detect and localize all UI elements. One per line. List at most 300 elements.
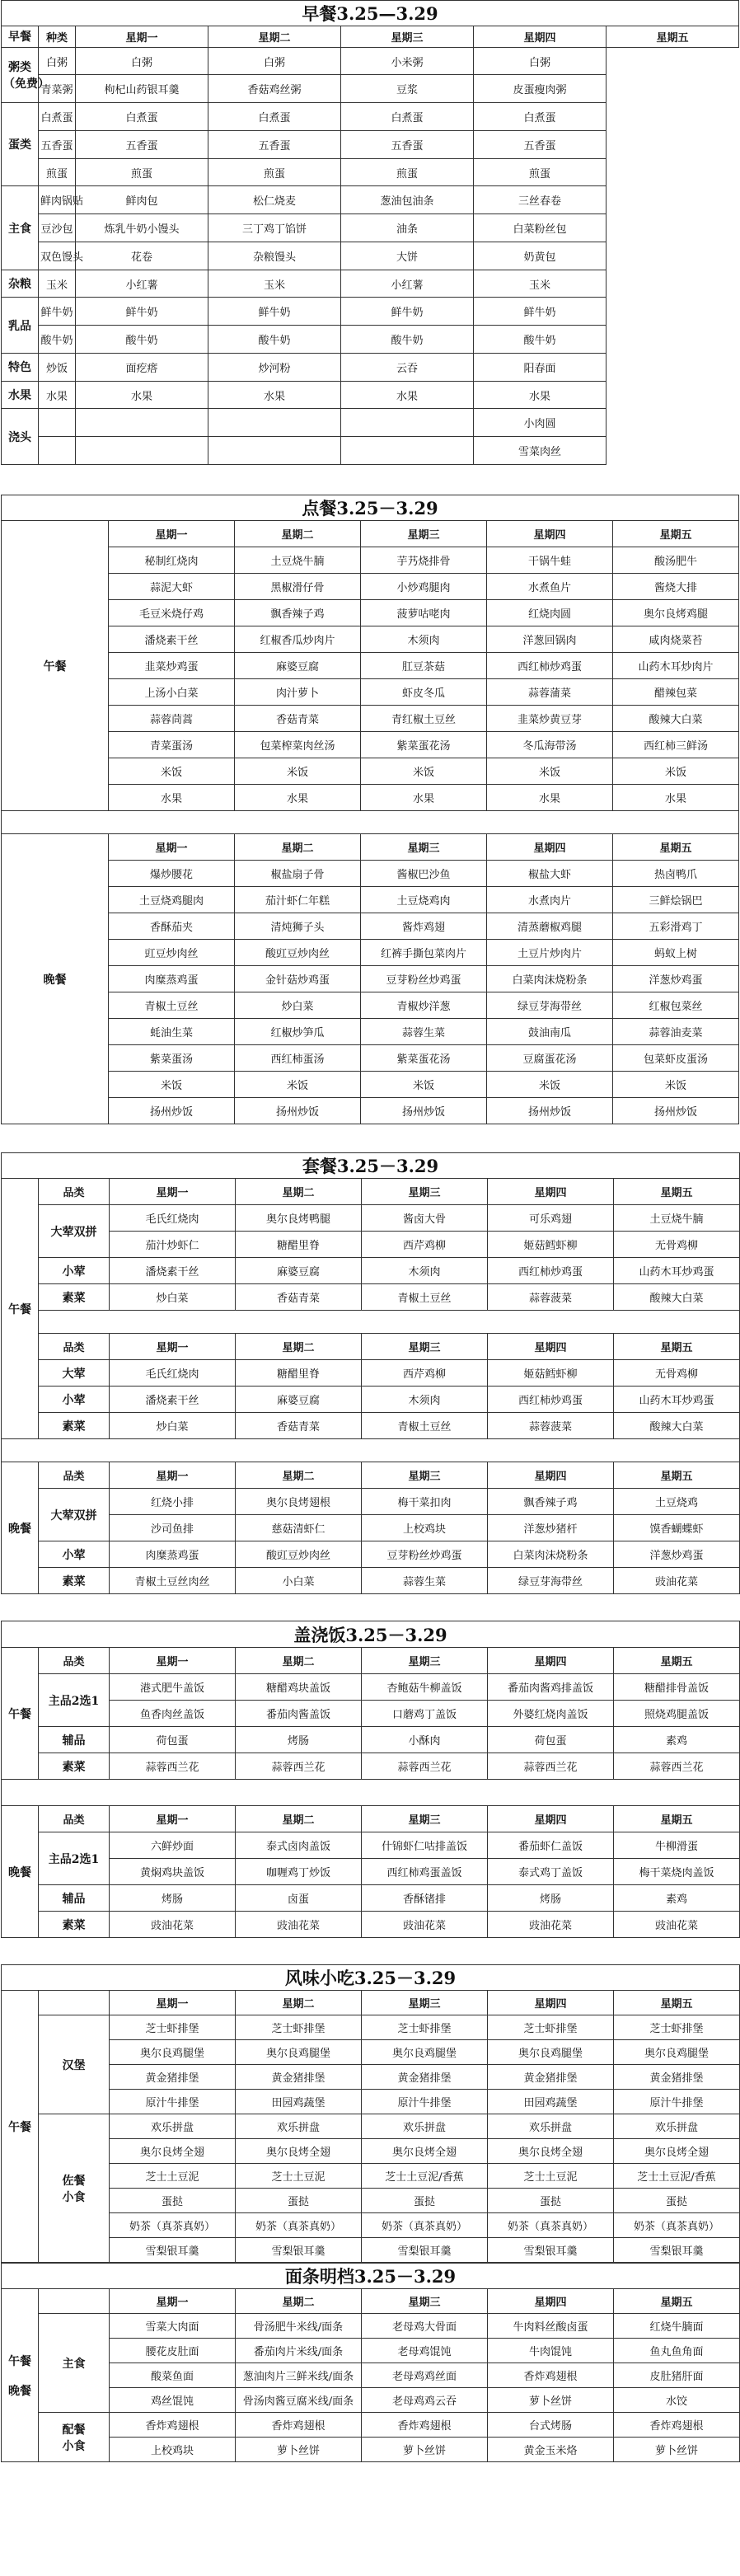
category-label: 大荤双拼 [39,1205,110,1258]
menu-cell: 炒白菜 [235,992,361,1019]
section-title: 面条明档3.25－3.29 [2,2264,740,2289]
category-label: 汉堡 [39,2015,110,2114]
menu-cell: 雪梨银耳羹 [488,2238,614,2263]
category-label: 主品2选1 [39,1674,110,1727]
menu-cell: 干锅牛蛙 [487,547,613,574]
menu-cell: 香炸鸡翅根 [110,2413,236,2438]
menu-cell: 酱卤大骨 [362,1205,488,1232]
menu-cell: 木须肉 [362,1387,488,1413]
menu-cell: 黄金猪排堡 [488,2065,614,2090]
menu-row [2,1885,740,1912]
menu-cell: 梅干菜扣肉 [362,1489,488,1515]
category-label: 大荤双拼 [39,1489,110,1541]
day-header: 星期三 [361,834,487,861]
day-header: 星期四 [488,1648,614,1674]
menu-cell: 青椒土豆丝 [109,992,235,1019]
menu-cell: 煎蛋 [208,158,341,186]
menu-row [2,547,739,574]
menu-row [2,2065,740,2090]
menu-cell: 阳春面 [474,353,607,381]
menu-cell: 萝卜丝饼 [362,2438,488,2462]
menu-cell: 面疙瘩 [76,353,208,381]
menu-cell: 扬州炒饭 [613,1098,739,1124]
menu-row [2,1859,740,1885]
menu-cell: 玉米 [474,270,607,298]
menu-cell: 水果 [39,381,76,409]
menu-cell: 扬州炒饭 [361,1098,487,1124]
menu-cell: 奥尔良鸡腿堡 [110,2040,236,2065]
menu-cell: 芝士土豆泥/香蕉 [362,2164,488,2189]
menu-cell: 麻婆豆腐 [236,1387,362,1413]
menu-cell: 蛋挞 [236,2189,362,2213]
menu-row [2,1205,740,1232]
menu-cell: 雪菜大肉面 [110,2314,236,2339]
menu-cell: 酸汤肥牛 [613,547,739,574]
menu-cell: 油条 [341,214,474,242]
menu-cell: 香炸鸡翅根 [614,2413,740,2438]
menu-cell: 奥尔良烤全翅 [362,2139,488,2164]
menu-row [2,2189,740,2213]
menu-cell: 白粥 [474,47,607,75]
menu-cell: 红烧肉圆 [487,600,613,626]
menu-row [2,158,739,186]
category-header: 品类 [39,1179,110,1205]
menu-row [2,2015,740,2040]
meal-label: 午餐 晚餐 [2,2289,39,2462]
menu-row [2,626,739,653]
meal-label: 早餐 [2,26,39,48]
category-label: 佐餐 小食 [39,2114,110,2263]
day-header: 星期三 [362,1334,488,1360]
menu-row [2,47,739,75]
menu-row [2,130,739,158]
menu-cell: 杂粮馒头 [208,242,341,270]
category-label: 素菜 [39,1912,110,1938]
day-header: 星期二 [236,1179,362,1205]
menu-cell: 白粥 [76,47,208,75]
menu-cell: 无骨鸡柳 [614,1232,740,1258]
menu-cell: 蒜蓉油麦菜 [613,1019,739,1045]
day-header: 星期一 [110,1648,236,1674]
spacer-row [2,1439,740,1462]
menu-cell: 米饭 [361,758,487,785]
menu-cell: 香酥锗排 [362,1885,488,1912]
menu-cell: 糖醋里脊 [236,1232,362,1258]
menu-cell: 黄金猪排堡 [362,2065,488,2090]
menu-cell: 雪梨银耳羹 [362,2238,488,2263]
menu-cell: 欢乐拼盘 [236,2114,362,2139]
category-header: 品类 [39,1462,110,1489]
menu-cell [39,409,76,437]
menu-cell: 白菜肉沫烧粉条 [487,966,613,992]
menu-cell: 毛氏红烧肉 [110,1360,236,1387]
menu-cell: 酸牛奶 [474,326,607,354]
menu-cell: 西红柿炒鸡蛋 [488,1258,614,1284]
menu-row [2,1541,740,1568]
menu-cell: 扬州炒饭 [235,1098,361,1124]
menu-row [2,574,739,600]
menu-cell: 无骨鸡柳 [614,1360,740,1387]
category-label: 杂粮 [2,270,39,298]
menu-cell: 米饭 [109,758,235,785]
menu-cell: 黄金猪排堡 [236,2065,362,2090]
menu-cell: 上校鸡块 [110,2438,236,2462]
menu-cell: 小米粥 [341,47,474,75]
menu-cell [208,437,341,465]
menu-cell: 卤蛋 [236,1885,362,1912]
menu-cell: 蚝油生菜 [109,1019,235,1045]
day-header: 星期一 [109,521,235,547]
menu-cell: 醋辣包菜 [613,679,739,706]
day-header: 星期五 [613,834,739,861]
menu-cell: 香炸鸡翅根 [236,2413,362,2438]
menu-cell: 木须肉 [362,1258,488,1284]
day-header: 星期一 [109,834,235,861]
menu-cell: 青菜蛋汤 [109,732,235,758]
meal-label: 晚餐 [2,1806,39,1938]
menu-cell: 潘烧素干丝 [110,1258,236,1284]
menu-cell: 原汁牛排堡 [614,2090,740,2114]
menu-cell: 萝卜丝饼 [614,2438,740,2462]
day-header: 星期一 [110,1179,236,1205]
menu-cell: 六鲜炒面 [110,1832,236,1859]
menu-cell: 黄金猪排堡 [614,2065,740,2090]
menu-cell: 红椒香瓜炒肉片 [235,626,361,653]
menu-cell: 米饭 [235,1072,361,1098]
menu-row [2,1912,740,1938]
menu-cell: 奥尔良鸡腿堡 [236,2040,362,2065]
category-header: 品类 [39,1806,110,1832]
menu-cell: 番茄虾仁盖饭 [488,1832,614,1859]
menu-cell: 水果 [235,785,361,811]
menu-cell: 虾皮冬瓜 [361,679,487,706]
menu-row [2,887,739,913]
menu-cell: 小红薯 [341,270,474,298]
menu-cell: 扬州炒饭 [109,1098,235,1124]
menu-cell: 青红椒土豆丝 [361,706,487,732]
category-label: 主食 [2,186,39,270]
day-header: 星期四 [488,2289,614,2314]
menu-cell: 老母鸡大骨面 [362,2314,488,2339]
day-header: 星期五 [614,1648,740,1674]
category-label: 粥类 （免费） [2,47,39,103]
menu-row [2,437,739,465]
menu-cell: 酸辣大白菜 [614,1284,740,1311]
menu-cell: 香菇青菜 [235,706,361,732]
category-label: 小荤 [39,1387,110,1413]
menu-cell: 韭菜炒鸡蛋 [109,653,235,679]
day-header: 星期二 [208,26,341,48]
category-label: 小荤 [39,1541,110,1568]
lunch-block [2,521,739,811]
menu-cell: 爆炒腰花 [109,861,235,887]
meal-label: 晚餐 [2,1462,39,1594]
menu-row [2,2238,740,2263]
menu-cell: 鱼香肉丝盖饭 [110,1701,236,1727]
menu-cell: 口蘑鸡丁盖饭 [362,1701,488,1727]
menu-cell: 雪梨银耳羹 [236,2238,362,2263]
menu-cell: 咖喱鸡丁炒饭 [236,1859,362,1885]
menu-cell: 松仁烧麦 [208,186,341,214]
menu-cell: 炒饭 [39,353,76,381]
menu-cell: 梅干菜烧肉盖饭 [614,1859,740,1885]
menu-row [2,1232,740,1258]
menu-row [2,409,739,437]
menu-row [2,75,739,103]
menu-cell: 上校鸡块 [362,1515,488,1541]
meal-label: 午餐 [2,1648,39,1780]
menu-cell: 老母鸡鸡丝面 [362,2363,488,2388]
day-header: 星期二 [236,1462,362,1489]
menu-cell: 豉油花菜 [110,1912,236,1938]
menu-cell: 烤肠 [488,1885,614,1912]
menu-cell: 大饼 [341,242,474,270]
menu-cell: 芝士土豆泥 [236,2164,362,2189]
menu-cell: 蒜蓉西兰花 [236,1753,362,1780]
menu-cell: 白煮蛋 [341,103,474,131]
menu-cell: 素鸡 [614,1885,740,1912]
menu-cell: 酸辣大白菜 [614,1413,740,1439]
menu-cell: 牛肉料丝酸卤蛋 [488,2314,614,2339]
menu-cell: 奥尔良烤鸡腿 [613,600,739,626]
menu-cell: 山药木耳炒肉片 [613,653,739,679]
menu-cell: 红烧小排 [110,1489,236,1515]
menu-row [2,2213,740,2238]
menu-cell: 麻婆豆腐 [235,653,361,679]
category-header: 种类 [39,26,76,48]
menu-cell: 小红薯 [76,270,208,298]
menu-cell: 西红柿蛋汤 [235,1045,361,1072]
menu-cell: 米饭 [109,1072,235,1098]
menu-cell: 红裤手撕包菜肉片 [361,940,487,966]
menu-row [2,298,739,326]
menu-cell: 蛋挞 [488,2189,614,2213]
menu-cell: 番茄肉酱盖饭 [236,1701,362,1727]
menu-cell: 白菜肉沫烧粉条 [488,1541,614,1568]
day-header: 星期一 [110,1991,236,2015]
menu-row [2,2438,740,2462]
menu-cell: 绿豆芽海带丝 [487,992,613,1019]
menu-cell: 红椒炒笋瓜 [235,1019,361,1045]
menu-cell [76,409,208,437]
menu-cell: 奥尔良鸡腿堡 [488,2040,614,2065]
menu-cell: 白粥 [208,47,341,75]
category-label: 特色 [2,353,39,381]
menu-cell: 欢乐拼盘 [110,2114,236,2139]
menu-cell: 金针菇炒鸡蛋 [235,966,361,992]
menu-cell: 番茄肉酱鸡排盖饭 [488,1674,614,1701]
menu-cell: 香菇青菜 [236,1413,362,1439]
menu-cell: 上汤小白菜 [109,679,235,706]
menu-cell: 米饭 [487,758,613,785]
menu-row [2,214,739,242]
menu-cell: 云吞 [341,353,474,381]
menu-cell: 酸菜鱼面 [110,2363,236,2388]
menu-cell: 芝士土豆泥 [110,2164,236,2189]
menu-cell: 豇豆炒肉丝 [109,940,235,966]
menu-cell: 芝士虾排堡 [488,2015,614,2040]
menu-cell [341,437,474,465]
menu-cell: 三鲜烩锅巴 [613,887,739,913]
category-label: 蛋类 [2,103,39,186]
menu-cell: 酸辣大白菜 [613,706,739,732]
menu-row [2,2114,740,2139]
menu-cell: 腰花皮肚面 [110,2339,236,2363]
category-label: 乳品 [2,298,39,354]
menu-cell: 欢乐拼盘 [614,2114,740,2139]
menu-cell: 荷包蛋 [488,1727,614,1753]
menu-row [2,353,739,381]
menu-cell: 泰式卤肉盖饭 [236,1832,362,1859]
day-header: 星期五 [614,1806,740,1832]
menu-cell: 五彩滑鸡丁 [613,913,739,940]
menu-cell: 水果 [474,381,607,409]
spacer-row [39,1311,740,1334]
menu-cell: 五香蛋 [341,130,474,158]
menu-cell: 青菜粥 [39,75,76,103]
spacer-row [2,811,739,834]
menu-cell: 蚂蚁上树 [613,940,739,966]
menu-cell: 酸豇豆炒肉丝 [236,1541,362,1568]
menu-cell: 蒜蓉西兰花 [362,1753,488,1780]
snack-table [1,1964,740,2263]
menu-row [2,1360,740,1387]
menu-cell: 蒜蓉西兰花 [488,1753,614,1780]
day-header: 星期一 [110,2289,236,2314]
menu-cell: 山药木耳炒鸡蛋 [614,1258,740,1284]
menu-cell: 鲜牛奶 [208,298,341,326]
menu-cell: 小白菜 [236,1568,362,1594]
menu-cell: 奥尔良烤翅根 [236,1489,362,1515]
menu-cell: 奥尔良烤全翅 [110,2139,236,2164]
menu-cell: 米饭 [235,758,361,785]
menu-cell: 麻婆豆腐 [236,1258,362,1284]
menu-row [2,1753,740,1780]
menu-cell: 水果 [341,381,474,409]
menu-cell: 豉油花菜 [614,1568,740,1594]
menu-cell [39,437,76,465]
menu-row [2,2090,740,2114]
day-header: 星期二 [236,2289,362,2314]
day-header: 星期五 [613,521,739,547]
day-header: 星期二 [235,521,361,547]
day-header: 星期四 [487,521,613,547]
day-header: 星期三 [362,1179,488,1205]
menu-cell: 骨汤肉酱豆腐米线/面条 [236,2388,362,2413]
menu-cell: 清蒸蘑椒鸡腿 [487,913,613,940]
menu-cell: 肉糜蒸鸡蛋 [110,1541,236,1568]
menu-cell: 皮肚猪肝面 [614,2363,740,2388]
menu-cell: 蛋挞 [362,2189,488,2213]
menu-cell: 白煮蛋 [474,103,607,131]
menu-cell: 欢乐拼盘 [362,2114,488,2139]
menu-cell: 玉米 [208,270,341,298]
category-label: 水果 [2,381,39,409]
menu-cell: 黄焖鸡块盖饭 [110,1859,236,1885]
menu-cell: 奶茶（真茶真奶） [110,2213,236,2238]
spacer-row [2,1780,740,1806]
menu-cell: 牛柳滑蛋 [614,1832,740,1859]
menu-cell: 秘制红烧肉 [109,547,235,574]
menu-cell: 菠萝咕咾肉 [361,600,487,626]
menu-cell: 奥尔良鸡腿堡 [614,2040,740,2065]
menu-cell: 豉油花菜 [614,1912,740,1938]
menu-row [2,679,739,706]
day-header: 星期三 [362,1991,488,2015]
day-header: 星期二 [236,1648,362,1674]
menu-cell: 蛋挞 [614,2189,740,2213]
menu-cell: 白煮蛋 [208,103,341,131]
day-header: 星期四 [488,1806,614,1832]
menu-cell: 双色馒头 [39,242,76,270]
day-header: 星期四 [474,26,607,48]
menu-cell: 蒜蓉西兰花 [614,1753,740,1780]
menu-cell: 花卷 [76,242,208,270]
menu-cell: 葱油包油条 [341,186,474,214]
menu-cell: 土豆烧鸡 [614,1489,740,1515]
menu-cell: 三丝春卷 [474,186,607,214]
menu-cell: 紫菜蛋花汤 [361,732,487,758]
menu-cell: 水煮肉片 [487,887,613,913]
meal-label: 午餐 [2,521,109,811]
menu-row [2,992,739,1019]
menu-cell: 原汁牛排堡 [362,2090,488,2114]
menu-cell: 糖醋鸡块盖饭 [236,1674,362,1701]
menu-cell: 红烧牛腩面 [614,2314,740,2339]
day-header: 星期五 [607,26,739,48]
menu-cell: 酸牛奶 [76,326,208,354]
menu-cell: 香炸鸡翅根 [488,2363,614,2388]
menu-row [2,600,739,626]
category-label: 素菜 [39,1753,110,1780]
day-header: 星期五 [614,1991,740,2015]
day-header: 星期一 [76,26,208,48]
menu-cell: 水果 [208,381,341,409]
meal-label: 午餐 [2,1179,39,1439]
menu-cell: 奥尔良烤全翅 [236,2139,362,2164]
menu-cell: 鼓油南瓜 [487,1019,613,1045]
menu-cell: 毛氏红烧肉 [110,1205,236,1232]
menu-cell [341,409,474,437]
menu-cell: 肉糜蒸鸡蛋 [109,966,235,992]
menu-cell: 荷包蛋 [110,1727,236,1753]
menu-cell: 酸牛奶 [341,326,474,354]
menu-cell: 什锦虾仁咕排盖饭 [362,1832,488,1859]
menu-row [2,242,739,270]
menu-cell: 煎蛋 [341,158,474,186]
menu-cell: 西红柿三鲜汤 [613,732,739,758]
menu-cell: 白煮蛋 [76,103,208,131]
menu-cell: 豆芽粉丝炒鸡蛋 [362,1541,488,1568]
menu-cell: 紫菜蛋花汤 [361,1045,487,1072]
set-meal-table [1,1152,740,1594]
menu-cell: 杏鲍菇牛柳盖饭 [362,1674,488,1701]
menu-cell: 三丁鸡丁馅饼 [208,214,341,242]
menu-cell: 蒜蓉生菜 [361,1019,487,1045]
menu-cell: 炼乳牛奶小馒头 [76,214,208,242]
menu-cell: 酱烧大排 [613,574,739,600]
menu-cell: 水果 [613,785,739,811]
day-header: 星期二 [236,1806,362,1832]
menu-row [2,1387,740,1413]
menu-cell: 鲜牛奶 [474,298,607,326]
section-title: 早餐3.25—3.29 [2,1,739,26]
menu-cell: 白菜粉丝包 [474,214,607,242]
menu-cell: 水果 [109,785,235,811]
day-header: 星期一 [110,1806,236,1832]
menu-cell: 芝士虾排堡 [236,2015,362,2040]
menu-cell: 豆芽粉丝炒鸡蛋 [361,966,487,992]
